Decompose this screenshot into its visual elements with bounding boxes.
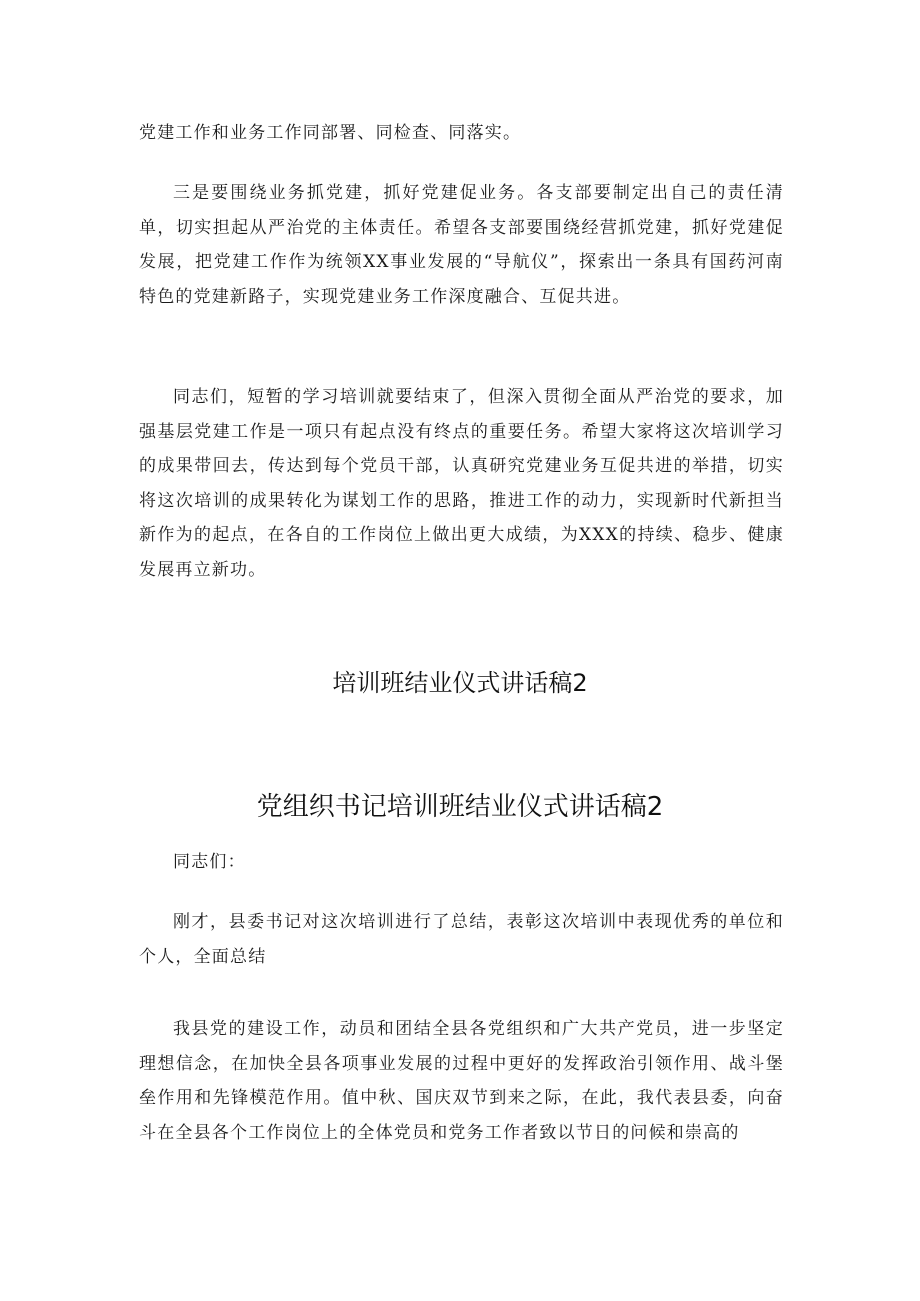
- paragraph-opening: 刚才，县委书记对这次培训进行了总结，表彰这次培训中表现优秀的单位和个人，全面总结: [139, 912, 784, 967]
- section-title: 培训班结业仪式讲话稿2: [332, 669, 588, 697]
- paragraph-closing-remarks: 同志们，短暂的学习培训就要结束了，但深入贯彻全面从严治党的要求，加强基层党建工作是一项只有起点没有终点的重要任务。希望大家将这次培训学习的成果带回去，传达到每个党员干部，认真研究党建业务互促共进的举措，切实将这次培训的成果转化为谋划工作的思路，推进工作的动力，实现新时代新担当新作为的起点，在各自的工作岗位上做出更大成绩，为XXX的持续、稳步、健康发展再立新功。: [139, 387, 784, 580]
- paragraph-party-building: 三是要围绕业务抓党建，抓好党建促业务。各支部要制定出自己的责任清单，切实担起从严治党的主体责任。希望各支部要围绕经营抓党建，抓好党建促发展，把党建工作作为统领XX事业发展的“导航仪”，探索出一条具有国药河南特色的党建新路子，实现党建业务工作深度融合、互促共进。: [139, 183, 784, 307]
- speech-title: 党组织书记培训班结业仪式讲话稿2: [256, 792, 664, 822]
- paragraph-continuation: 党建工作和业务工作同部署、同检查、同落实。: [139, 123, 522, 143]
- paragraph-county-work: 我县党的建设工作，动员和团结全县各党组织和广大共产党员，进一步坚定理想信念，在加快全县各项事业发展的过程中更好的发挥政治引领作用、战斗堡垒作用和先锋模范作用。值中秋、国庆双节到来之际，在此，我代表县委，向奋斗在全县各个工作岗位上的全体党员和党务工作者致以节日的问候和崇高的: [139, 1019, 784, 1143]
- paragraph-salutation: 同志们：: [173, 852, 246, 872]
